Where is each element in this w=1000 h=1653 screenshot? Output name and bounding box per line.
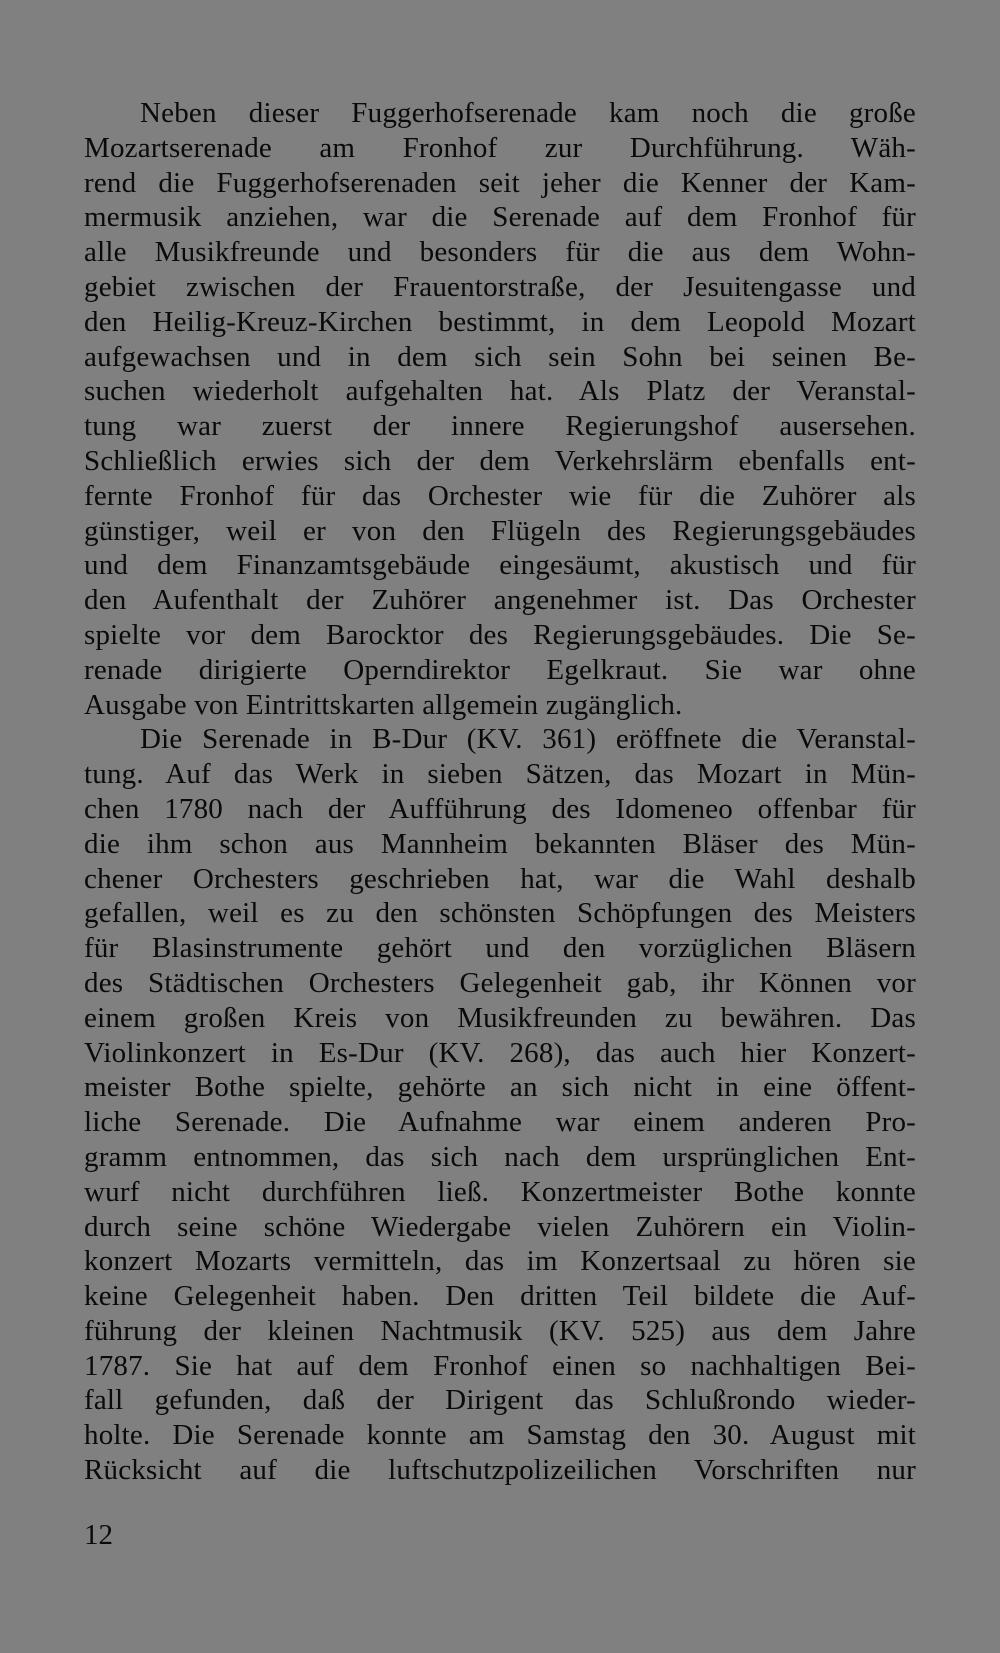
text-line: Schließlich erwies sich der dem Verkehrslärm ebenfalls ent- xyxy=(84,444,916,477)
text-line: einem großen Kreis von Musikfreunden zu bewähren. Das xyxy=(84,1001,916,1034)
text-line: suchen wiederholt aufgehalten hat. Als Platz der Veranstal- xyxy=(84,375,916,408)
text-line: konzert Mozarts vermitteln, das im Konzertsaal zu hören sie xyxy=(84,1245,916,1278)
text-line: Neben dieser Fuggerhofserenade kam noch die große xyxy=(140,97,916,129)
text-line: wurf nicht durchführen ließ. Konzertmeister Bothe konnte xyxy=(84,1175,916,1208)
text-line: durch seine schöne Wiedergabe vielen Zuhörern ein Violin- xyxy=(84,1210,916,1243)
text-line: und dem Finanzamtsgebäude eingesäumt, akustisch und für xyxy=(84,549,916,582)
text-line: alle Musikfreunde und besonders für die aus dem Wohn- xyxy=(84,236,916,269)
text-line: tung war zuerst der innere Regierungshof ausersehen. xyxy=(84,410,916,443)
text-line: führung der kleinen Nachtmusik (KV. 525) aus dem Jahre xyxy=(84,1314,916,1347)
text-line: gramm entnommen, das sich nach dem ursprünglichen Ent- xyxy=(84,1140,916,1173)
text-line: fall gefunden, daß der Dirigent das Schlußrondo wieder- xyxy=(84,1384,916,1417)
text-line: den Aufenthalt der Zuhörer angenehmer ist. Das Orchester xyxy=(84,584,916,617)
text-line: gefallen, weil es zu den schönsten Schöpfungen des Meisters xyxy=(84,897,916,930)
text-line: tung. Auf das Werk in sieben Sätzen, das Mozart in Mün- xyxy=(84,758,916,791)
page-number: 12 xyxy=(84,1519,113,1551)
text-line: aufgewachsen und in dem sich sein Sohn bei seinen Be- xyxy=(84,340,916,373)
text-line: 1787. Sie hat auf dem Fronhof einen so nachhaltigen Bei- xyxy=(84,1349,916,1382)
text-line: rend die Fuggerhofserenaden seit jeher die Kenner der Kam- xyxy=(84,166,916,199)
text-line: Ausgabe von Eintrittskarten allgemein zugänglich. xyxy=(84,688,683,721)
text-line: fernte Fronhof für das Orchester wie für die Zuhörer als xyxy=(84,479,916,512)
text-line: holte. Die Serenade konnte am Samstag den 30. August mit xyxy=(84,1419,916,1452)
text-line: für Blasinstrumente gehört und den vorzüglichen Bläsern xyxy=(84,932,916,965)
text-line: die ihm schon aus Mannheim bekannten Bläser des Mün- xyxy=(84,827,916,860)
body-text xyxy=(84,96,916,1488)
text-line: keine Gelegenheit haben. Den dritten Teil bildete die Auf- xyxy=(84,1280,916,1313)
text-line: günstiger, weil er von den Flügeln des Regierungsgebäudes xyxy=(84,514,916,547)
text-line: mermusik anziehen, war die Serenade auf dem Fronhof für xyxy=(84,201,916,234)
text-line: chen 1780 nach der Aufführung des Idomeneo offenbar für xyxy=(84,792,916,825)
text-line: renade dirigierte Operndirektor Egelkraut. Sie war ohne xyxy=(84,653,916,686)
text-line: Mozartserenade am Fronhof zur Durchführung. Wäh- xyxy=(84,131,916,164)
text-line: Rücksicht auf die luftschutzpolizeilichen Vorschriften nur xyxy=(84,1454,916,1487)
text-line: Die Serenade in B-Dur (KV. 361) eröffnete die Veranstal- xyxy=(140,723,916,756)
text-line: den Heilig-Kreuz-Kirchen bestimmt, in dem Leopold Mozart xyxy=(84,305,916,338)
text-line: meister Bothe spielte, gehörte an sich nicht in eine öffent- xyxy=(84,1071,916,1104)
text-line: gebiet zwischen der Frauentorstraße, der Jesuitengasse und xyxy=(84,270,916,303)
text-line: liche Serenade. Die Aufnahme war einem anderen Pro- xyxy=(84,1106,916,1139)
text-line: spielte vor dem Barocktor des Regierungsgebäudes. Die Se- xyxy=(84,618,916,651)
text-line: chener Orchesters geschrieben hat, war die Wahl deshalb xyxy=(84,862,916,895)
text-line: Violinkonzert in Es-Dur (KV. 268), das auch hier Konzert- xyxy=(84,1036,916,1069)
text-line: des Städtischen Orchesters Gelegenheit gab, ihr Können vor xyxy=(84,966,916,999)
